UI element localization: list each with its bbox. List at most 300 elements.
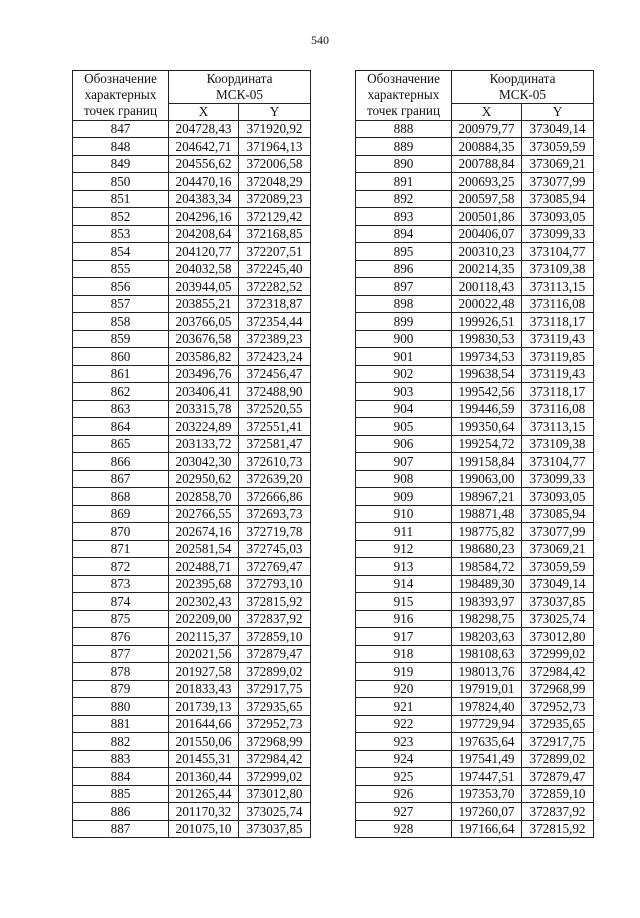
table-row (73, 540, 311, 558)
x-coordinate-cell: 201550,06 (169, 733, 239, 751)
y-coordinate-cell: 372769,47 (239, 558, 311, 576)
x-coordinate-cell: 197729,94 (452, 715, 522, 733)
point-number-cell: 881 (73, 715, 169, 733)
table-row (356, 470, 594, 488)
y-coordinate-cell: 372318,87 (239, 295, 311, 313)
point-header-line2: характерных (367, 87, 440, 103)
x-coordinate-cell: 201455,31 (169, 750, 239, 768)
table-row (356, 400, 594, 418)
point-number-cell: 896 (356, 260, 452, 278)
x-coordinate-cell: 198393,97 (452, 593, 522, 611)
point-number-cell: 915 (356, 593, 452, 611)
table-row (356, 785, 594, 803)
x-coordinate-cell: 200406,07 (452, 225, 522, 243)
y-coordinate-cell: 373113,15 (522, 418, 594, 436)
y-coordinate-cell: 373113,15 (522, 278, 594, 296)
point-number-cell: 897 (356, 278, 452, 296)
y-coordinate-cell: 372999,02 (522, 645, 594, 663)
y-coordinate-cell: 373085,94 (522, 505, 594, 523)
point-number-cell: 871 (73, 540, 169, 558)
y-coordinate-cell: 373118,17 (522, 313, 594, 331)
y-coordinate-cell: 373109,38 (522, 435, 594, 453)
y-coordinate-cell: 373069,21 (522, 155, 594, 173)
table-row (73, 803, 311, 821)
table-row (356, 453, 594, 471)
x-coordinate-cell: 203855,21 (169, 295, 239, 313)
point-number-cell: 865 (73, 435, 169, 453)
x-coordinate-cell: 200884,35 (452, 138, 522, 156)
point-number-cell: 916 (356, 610, 452, 628)
x-coordinate-cell: 201360,44 (169, 768, 239, 786)
y-coordinate-cell: 372879,47 (239, 645, 311, 663)
x-coordinate-cell: 199734,53 (452, 348, 522, 366)
table-row (73, 733, 311, 751)
x-coordinate-cell: 200214,35 (452, 260, 522, 278)
point-number-cell: 869 (73, 505, 169, 523)
point-number-cell: 884 (73, 768, 169, 786)
table-row (356, 750, 594, 768)
y-coordinate-cell: 373012,80 (522, 628, 594, 646)
x-coordinate-cell: 202488,71 (169, 558, 239, 576)
y-coordinate-cell: 372207,51 (239, 243, 311, 261)
y-column-header: Y (522, 104, 594, 121)
y-coordinate-cell: 373093,05 (522, 488, 594, 506)
point-number-cell: 910 (356, 505, 452, 523)
x-coordinate-cell: 201644,66 (169, 715, 239, 733)
x-coordinate-cell: 204032,58 (169, 260, 239, 278)
point-number-cell: 904 (356, 400, 452, 418)
table-row (356, 593, 594, 611)
table-row (73, 488, 311, 506)
table-row (356, 645, 594, 663)
point-number-cell: 901 (356, 348, 452, 366)
table-row (73, 558, 311, 576)
table-row (356, 278, 594, 296)
x-coordinate-cell: 203944,05 (169, 278, 239, 296)
point-number-cell: 872 (73, 558, 169, 576)
y-coordinate-cell: 373077,99 (522, 523, 594, 541)
table-row (73, 820, 311, 838)
point-header-line2: характерных (84, 87, 157, 103)
point-number-cell: 860 (73, 348, 169, 366)
point-number-cell: 868 (73, 488, 169, 506)
point-number-cell: 851 (73, 190, 169, 208)
x-coordinate-cell: 203496,76 (169, 365, 239, 383)
x-coordinate-cell: 198680,23 (452, 540, 522, 558)
point-number-cell: 875 (73, 610, 169, 628)
x-coordinate-cell: 200693,25 (452, 173, 522, 191)
y-coordinate-cell: 372745,03 (239, 540, 311, 558)
y-coordinate-cell: 373025,74 (239, 803, 311, 821)
table-row (73, 593, 311, 611)
point-number-cell: 886 (73, 803, 169, 821)
y-coordinate-cell: 373119,43 (522, 330, 594, 348)
x-coordinate-cell: 199158,84 (452, 453, 522, 471)
y-coordinate-cell: 372006,58 (239, 155, 311, 173)
table-row (73, 295, 311, 313)
point-number-cell: 894 (356, 225, 452, 243)
y-coordinate-cell: 373059,59 (522, 558, 594, 576)
x-coordinate-cell: 202021,56 (169, 645, 239, 663)
table-row (73, 453, 311, 471)
x-coordinate-cell: 204728,43 (169, 120, 239, 138)
x-coordinate-cell: 204470,16 (169, 173, 239, 191)
x-coordinate-cell: 203224,89 (169, 418, 239, 436)
y-coordinate-cell: 373093,05 (522, 208, 594, 226)
x-coordinate-cell: 198775,82 (452, 523, 522, 541)
point-number-cell: 858 (73, 313, 169, 331)
table-row (73, 120, 311, 138)
x-coordinate-cell: 202674,16 (169, 523, 239, 541)
y-coordinate-cell: 372879,47 (522, 768, 594, 786)
table-row (73, 365, 311, 383)
x-coordinate-cell: 202209,00 (169, 610, 239, 628)
point-number-cell: 924 (356, 750, 452, 768)
point-number-cell: 854 (73, 243, 169, 261)
table-row (356, 295, 594, 313)
table-row (73, 400, 311, 418)
table-row (73, 418, 311, 436)
x-coordinate-cell: 200118,43 (452, 278, 522, 296)
y-coordinate-cell: 372952,73 (522, 698, 594, 716)
x-coordinate-cell: 202581,54 (169, 540, 239, 558)
point-column-header (356, 71, 452, 121)
table-row (356, 505, 594, 523)
table-row (356, 313, 594, 331)
point-header-line1: Обозначение (367, 71, 440, 87)
table-row (356, 628, 594, 646)
x-coordinate-cell: 198967,21 (452, 488, 522, 506)
point-header-line3: точек границ (366, 103, 441, 119)
y-coordinate-cell: 372917,75 (522, 733, 594, 751)
point-number-cell: 878 (73, 663, 169, 681)
point-number-cell: 848 (73, 138, 169, 156)
y-coordinate-cell: 373119,43 (522, 365, 594, 383)
table-row (356, 365, 594, 383)
x-coordinate-cell: 203676,58 (169, 330, 239, 348)
point-number-cell: 874 (73, 593, 169, 611)
x-coordinate-cell: 201170,32 (169, 803, 239, 821)
y-coordinate-cell: 372984,42 (239, 750, 311, 768)
table-row (73, 348, 311, 366)
x-coordinate-cell: 202858,70 (169, 488, 239, 506)
table-row (73, 138, 311, 156)
y-coordinate-cell: 373104,77 (522, 243, 594, 261)
table-row (356, 663, 594, 681)
coordinates-table-right (355, 70, 594, 838)
x-coordinate-cell: 199926,51 (452, 313, 522, 331)
x-coordinate-cell: 197166,64 (452, 820, 522, 838)
point-number-cell: 911 (356, 523, 452, 541)
y-coordinate-cell: 373059,59 (522, 138, 594, 156)
table-row (356, 715, 594, 733)
y-coordinate-cell: 372423,24 (239, 348, 311, 366)
x-coordinate-cell: 197260,07 (452, 803, 522, 821)
table-row (356, 260, 594, 278)
table-row (73, 663, 311, 681)
table-row (73, 155, 311, 173)
y-coordinate-cell: 372952,73 (239, 715, 311, 733)
y-coordinate-cell: 373116,08 (522, 400, 594, 418)
point-number-cell: 866 (73, 453, 169, 471)
table-row (73, 505, 311, 523)
point-number-cell: 908 (356, 470, 452, 488)
point-number-cell: 892 (356, 190, 452, 208)
x-coordinate-cell: 198871,48 (452, 505, 522, 523)
table-row (356, 120, 594, 138)
x-coordinate-cell: 199446,59 (452, 400, 522, 418)
table-row (73, 435, 311, 453)
point-number-cell: 849 (73, 155, 169, 173)
point-number-cell: 889 (356, 138, 452, 156)
y-coordinate-cell: 372389,23 (239, 330, 311, 348)
point-number-cell: 918 (356, 645, 452, 663)
x-coordinate-cell: 197919,01 (452, 680, 522, 698)
table-row (73, 278, 311, 296)
coordinate-header-line2: МСК-05 (216, 87, 263, 102)
point-number-cell: 928 (356, 820, 452, 838)
table-row (356, 138, 594, 156)
x-coordinate-cell: 203133,72 (169, 435, 239, 453)
coordinate-column-header (452, 71, 594, 104)
y-coordinate-cell: 372917,75 (239, 680, 311, 698)
table-row (73, 208, 311, 226)
point-number-cell: 914 (356, 575, 452, 593)
y-coordinate-cell: 372551,41 (239, 418, 311, 436)
x-coordinate-cell: 199254,72 (452, 435, 522, 453)
x-coordinate-cell: 202950,62 (169, 470, 239, 488)
point-number-cell: 912 (356, 540, 452, 558)
point-number-cell: 876 (73, 628, 169, 646)
table-row (356, 243, 594, 261)
point-number-cell: 922 (356, 715, 452, 733)
table-row (356, 540, 594, 558)
table-row (73, 330, 311, 348)
x-coordinate-cell: 199350,64 (452, 418, 522, 436)
y-coordinate-cell: 372815,92 (239, 593, 311, 611)
x-coordinate-cell: 201075,10 (169, 820, 239, 838)
table-row (73, 383, 311, 401)
point-number-cell: 863 (73, 400, 169, 418)
x-coordinate-cell: 204642,71 (169, 138, 239, 156)
y-coordinate-cell: 372968,99 (239, 733, 311, 751)
table-row (73, 260, 311, 278)
point-number-cell: 905 (356, 418, 452, 436)
y-coordinate-cell: 372089,23 (239, 190, 311, 208)
table-row (73, 610, 311, 628)
table-row (73, 645, 311, 663)
y-coordinate-cell: 372520,55 (239, 400, 311, 418)
point-number-cell: 925 (356, 768, 452, 786)
table-row (356, 488, 594, 506)
x-coordinate-cell: 203406,41 (169, 383, 239, 401)
point-number-cell: 890 (356, 155, 452, 173)
point-number-cell: 867 (73, 470, 169, 488)
table-row (73, 243, 311, 261)
coordinate-column-header (169, 71, 311, 104)
y-coordinate-cell: 373037,85 (522, 593, 594, 611)
x-coordinate-cell: 202395,68 (169, 575, 239, 593)
x-column-header: X (169, 104, 239, 121)
x-coordinate-cell: 204383,34 (169, 190, 239, 208)
point-number-cell: 850 (73, 173, 169, 191)
point-number-cell: 899 (356, 313, 452, 331)
x-coordinate-cell: 199830,53 (452, 330, 522, 348)
y-coordinate-cell: 373012,80 (239, 785, 311, 803)
y-coordinate-cell: 373118,17 (522, 383, 594, 401)
table-row (73, 523, 311, 541)
y-coordinate-cell: 372899,02 (239, 663, 311, 681)
x-coordinate-cell: 197447,51 (452, 768, 522, 786)
y-coordinate-cell: 372899,02 (522, 750, 594, 768)
point-number-cell: 855 (73, 260, 169, 278)
y-coordinate-cell: 373099,33 (522, 225, 594, 243)
y-coordinate-cell: 372815,92 (522, 820, 594, 838)
table-row (356, 348, 594, 366)
x-coordinate-cell: 197353,70 (452, 785, 522, 803)
y-coordinate-cell: 373025,74 (522, 610, 594, 628)
coordinates-table-left (72, 70, 311, 838)
x-coordinate-cell: 204120,77 (169, 243, 239, 261)
point-number-cell: 877 (73, 645, 169, 663)
coordinate-header-line1: Координата (489, 71, 556, 86)
y-coordinate-cell: 373109,38 (522, 260, 594, 278)
point-number-cell: 882 (73, 733, 169, 751)
x-coordinate-cell: 203042,30 (169, 453, 239, 471)
coordinate-header-line1: Координата (206, 71, 273, 86)
point-header-line3: точек границ (83, 103, 158, 119)
point-number-cell: 862 (73, 383, 169, 401)
y-coordinate-cell: 372693,73 (239, 505, 311, 523)
x-coordinate-cell: 199063,00 (452, 470, 522, 488)
point-number-cell: 859 (73, 330, 169, 348)
x-coordinate-cell: 202766,55 (169, 505, 239, 523)
table-row (73, 190, 311, 208)
point-number-cell: 853 (73, 225, 169, 243)
x-coordinate-cell: 202115,37 (169, 628, 239, 646)
y-coordinate-cell: 373099,33 (522, 470, 594, 488)
table-row (356, 558, 594, 576)
y-coordinate-cell: 372488,90 (239, 383, 311, 401)
point-number-cell: 923 (356, 733, 452, 751)
point-number-cell: 873 (73, 575, 169, 593)
x-coordinate-cell: 200788,84 (452, 155, 522, 173)
point-number-cell: 847 (73, 120, 169, 138)
point-number-cell: 900 (356, 330, 452, 348)
x-coordinate-cell: 204296,16 (169, 208, 239, 226)
point-number-cell: 913 (356, 558, 452, 576)
table-row (73, 715, 311, 733)
y-coordinate-cell: 372859,10 (239, 628, 311, 646)
table-row (73, 768, 311, 786)
x-coordinate-cell: 198584,72 (452, 558, 522, 576)
point-number-cell: 917 (356, 628, 452, 646)
x-column-header: X (452, 104, 522, 121)
y-coordinate-cell: 373037,85 (239, 820, 311, 838)
y-column-header: Y (239, 104, 311, 121)
x-coordinate-cell: 203766,05 (169, 313, 239, 331)
x-coordinate-cell: 203586,82 (169, 348, 239, 366)
x-coordinate-cell: 201265,44 (169, 785, 239, 803)
table-row (73, 750, 311, 768)
y-coordinate-cell: 373077,99 (522, 173, 594, 191)
y-coordinate-cell: 373116,08 (522, 295, 594, 313)
point-number-cell: 927 (356, 803, 452, 821)
y-coordinate-cell: 372610,73 (239, 453, 311, 471)
x-coordinate-cell: 198298,75 (452, 610, 522, 628)
table-row (356, 575, 594, 593)
table-row (73, 225, 311, 243)
x-coordinate-cell: 197824,40 (452, 698, 522, 716)
table-row (73, 313, 311, 331)
x-coordinate-cell: 201739,13 (169, 698, 239, 716)
point-number-cell: 879 (73, 680, 169, 698)
point-number-cell: 903 (356, 383, 452, 401)
y-coordinate-cell: 373104,77 (522, 453, 594, 471)
x-coordinate-cell: 201927,58 (169, 663, 239, 681)
point-column-header (73, 71, 169, 121)
table-row (356, 733, 594, 751)
table-row (73, 470, 311, 488)
x-coordinate-cell: 204208,64 (169, 225, 239, 243)
x-coordinate-cell: 198013,76 (452, 663, 522, 681)
table-row (356, 190, 594, 208)
table-row (356, 523, 594, 541)
table-body-right (356, 120, 594, 838)
table-row (356, 680, 594, 698)
y-coordinate-cell: 372968,99 (522, 680, 594, 698)
table-row (356, 435, 594, 453)
y-coordinate-cell: 372999,02 (239, 768, 311, 786)
y-coordinate-cell: 372354,44 (239, 313, 311, 331)
x-coordinate-cell: 198489,30 (452, 575, 522, 593)
point-number-cell: 857 (73, 295, 169, 313)
point-header-line1: Обозначение (84, 71, 157, 87)
y-coordinate-cell: 372129,42 (239, 208, 311, 226)
x-coordinate-cell: 200597,58 (452, 190, 522, 208)
y-coordinate-cell: 371964,13 (239, 138, 311, 156)
table-row (356, 803, 594, 821)
x-coordinate-cell: 200979,77 (452, 120, 522, 138)
coordinate-header-line2: МСК-05 (499, 87, 546, 102)
table-row (356, 610, 594, 628)
x-coordinate-cell: 198108,63 (452, 645, 522, 663)
table-row (73, 698, 311, 716)
table-row (73, 628, 311, 646)
table-row (356, 418, 594, 436)
point-number-cell: 895 (356, 243, 452, 261)
y-coordinate-cell: 372935,65 (239, 698, 311, 716)
point-number-cell: 902 (356, 365, 452, 383)
x-coordinate-cell: 199542,56 (452, 383, 522, 401)
point-number-cell: 861 (73, 365, 169, 383)
table-row (73, 680, 311, 698)
point-number-cell: 885 (73, 785, 169, 803)
x-coordinate-cell: 202302,43 (169, 593, 239, 611)
x-coordinate-cell: 197635,64 (452, 733, 522, 751)
table-row (73, 785, 311, 803)
x-coordinate-cell: 200501,86 (452, 208, 522, 226)
table-row (356, 768, 594, 786)
table-row (356, 208, 594, 226)
point-number-cell: 907 (356, 453, 452, 471)
y-coordinate-cell: 372282,52 (239, 278, 311, 296)
table-row (356, 173, 594, 191)
y-coordinate-cell: 372859,10 (522, 785, 594, 803)
table-row (356, 383, 594, 401)
point-number-cell: 888 (356, 120, 452, 138)
table-body-left (73, 120, 311, 838)
